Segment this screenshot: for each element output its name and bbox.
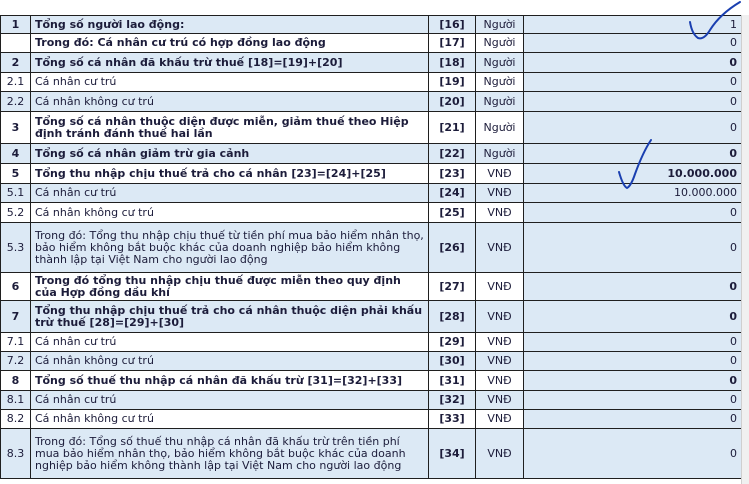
indicator-code: [34] [429, 429, 476, 479]
row-number: 5 [1, 164, 31, 184]
row-number: 8.2 [1, 410, 31, 429]
row-label: Tổng số thuế thu nhập cá nhân đã khấu trừ [31]=[32]+[33] [31, 371, 429, 391]
indicator-code: [18] [429, 53, 476, 73]
row-number: 6 [1, 273, 31, 301]
value-field[interactable]: 0 [524, 203, 742, 223]
indicator-code: [30] [429, 352, 476, 371]
value-field[interactable]: 0 [524, 73, 742, 92]
row-number: 2.2 [1, 92, 31, 112]
table-row [1, 410, 742, 429]
table-row [1, 34, 742, 53]
indicator-code: [32] [429, 391, 476, 410]
unit-label: VNĐ [476, 429, 524, 479]
value-field[interactable]: 0 [524, 301, 742, 333]
unit-label: VNĐ [476, 273, 524, 301]
table-row [1, 53, 742, 73]
unit-label: Người [476, 144, 524, 164]
row-number: 5.1 [1, 184, 31, 203]
tax-form-body [1, 16, 742, 479]
indicator-code: [24] [429, 184, 476, 203]
row-number: 2.1 [1, 73, 31, 92]
row-label: Cá nhân cư trú [31, 73, 429, 92]
table-row [1, 92, 742, 112]
row-label: Cá nhân cư trú [31, 391, 429, 410]
unit-label: VNĐ [476, 184, 524, 203]
value-field[interactable]: 0 [524, 410, 742, 429]
table-row [1, 352, 742, 371]
row-label: Cá nhân không cư trú [31, 203, 429, 223]
value-field[interactable]: 0 [524, 429, 742, 479]
indicator-code: [23] [429, 164, 476, 184]
row-label: Trong đó: Cá nhân cư trú có hợp đồng lao động [31, 34, 429, 53]
row-number: 3 [1, 112, 31, 144]
row-number: 5.2 [1, 203, 31, 223]
row-number: 7.2 [1, 352, 31, 371]
tax-form-table [0, 15, 742, 479]
value-field[interactable]: 10.000.000 [524, 164, 742, 184]
value-field[interactable]: 0 [524, 223, 742, 273]
row-label: Tổng số cá nhân giảm trừ gia cảnh [31, 144, 429, 164]
table-row [1, 164, 742, 184]
row-number: 1 [1, 16, 31, 34]
unit-label: Người [476, 92, 524, 112]
unit-label: VNĐ [476, 391, 524, 410]
value-field[interactable]: 0 [524, 333, 742, 352]
indicator-code: [31] [429, 371, 476, 391]
unit-label: VNĐ [476, 352, 524, 371]
unit-label: Người [476, 73, 524, 92]
row-number [1, 34, 31, 53]
table-row [1, 144, 742, 164]
table-row [1, 184, 742, 203]
row-number: 5.3 [1, 223, 31, 273]
row-label: Tổng thu nhập chịu thuế trả cho cá nhân [23]=[24]+[25] [31, 164, 429, 184]
row-label: Cá nhân cư trú [31, 184, 429, 203]
table-row [1, 273, 742, 301]
row-label: Tổng số người lao động: [31, 16, 429, 34]
value-field[interactable]: 0 [524, 34, 742, 53]
table-row [1, 203, 742, 223]
table-row [1, 223, 742, 273]
row-number: 7.1 [1, 333, 31, 352]
value-field[interactable]: 0 [524, 144, 742, 164]
unit-label: Người [476, 112, 524, 144]
indicator-code: [21] [429, 112, 476, 144]
unit-label: Người [476, 53, 524, 73]
row-label: Tổng thu nhập chịu thuế trả cho cá nhân thuộc diện phải khấu trừ thuế [28]=[29]+[30] [31, 301, 429, 333]
table-row [1, 429, 742, 479]
indicator-code: [17] [429, 34, 476, 53]
value-field[interactable]: 0 [524, 53, 742, 73]
unit-label: VNĐ [476, 371, 524, 391]
row-number: 8.3 [1, 429, 31, 479]
row-label: Trong đó: Tổng số thuế thu nhập cá nhân đã khấu trừ trên tiền phí mua bảo hiểm nhân thọ, bảo hiểm không bắt buộc khác của doanh nghiệp bảo hiểm không thành lập tại Việt Nam cho người lao động [31, 429, 429, 479]
indicator-code: [25] [429, 203, 476, 223]
unit-label: VNĐ [476, 203, 524, 223]
row-number: 2 [1, 53, 31, 73]
row-number: 8.1 [1, 391, 31, 410]
indicator-code: [33] [429, 410, 476, 429]
table-row [1, 391, 742, 410]
indicator-code: [22] [429, 144, 476, 164]
value-field[interactable]: 0 [524, 273, 742, 301]
table-row [1, 371, 742, 391]
unit-label: VNĐ [476, 333, 524, 352]
value-field[interactable]: 1 [524, 16, 742, 34]
value-field[interactable]: 0 [524, 92, 742, 112]
value-field[interactable]: 0 [524, 391, 742, 410]
table-row [1, 112, 742, 144]
unit-label: VNĐ [476, 223, 524, 273]
value-field[interactable]: 0 [524, 112, 742, 144]
table-row [1, 301, 742, 333]
unit-label: Người [476, 16, 524, 34]
indicator-code: [28] [429, 301, 476, 333]
indicator-code: [26] [429, 223, 476, 273]
table-row [1, 16, 742, 34]
row-label: Tổng số cá nhân thuộc diện được miễn, giảm thuế theo Hiệp định tránh đánh thuế hai lần [31, 112, 429, 144]
value-field[interactable]: 0 [524, 352, 742, 371]
row-number: 8 [1, 371, 31, 391]
row-label: Cá nhân không cư trú [31, 352, 429, 371]
row-label: Cá nhân không cư trú [31, 410, 429, 429]
indicator-code: [29] [429, 333, 476, 352]
indicator-code: [20] [429, 92, 476, 112]
row-label: Trong đó: Tổng thu nhập chịu thuế từ tiền phí mua bảo hiểm nhân thọ, bảo hiểm không bắt buộc khác của doanh nghiệp bảo hiểm không thành lập tại Việt Nam cho người lao động [31, 223, 429, 273]
indicator-code: [16] [429, 16, 476, 34]
row-label: Trong đó tổng thu nhập chịu thuế được miễn theo quy định của Hợp đồng dầu khí [31, 273, 429, 301]
unit-label: VNĐ [476, 410, 524, 429]
table-row [1, 333, 742, 352]
row-number: 4 [1, 144, 31, 164]
unit-label: Người [476, 34, 524, 53]
row-number: 7 [1, 301, 31, 333]
unit-label: VNĐ [476, 301, 524, 333]
row-label: Cá nhân cư trú [31, 333, 429, 352]
table-row [1, 73, 742, 92]
value-field[interactable]: 0 [524, 371, 742, 391]
vertical-scrollbar[interactable] [741, 15, 749, 484]
row-label: Tổng số cá nhân đã khấu trừ thuế [18]=[19]+[20] [31, 53, 429, 73]
indicator-code: [19] [429, 73, 476, 92]
row-label: Cá nhân không cư trú [31, 92, 429, 112]
unit-label: VNĐ [476, 164, 524, 184]
value-field[interactable]: 10.000.000 [524, 184, 742, 203]
indicator-code: [27] [429, 273, 476, 301]
